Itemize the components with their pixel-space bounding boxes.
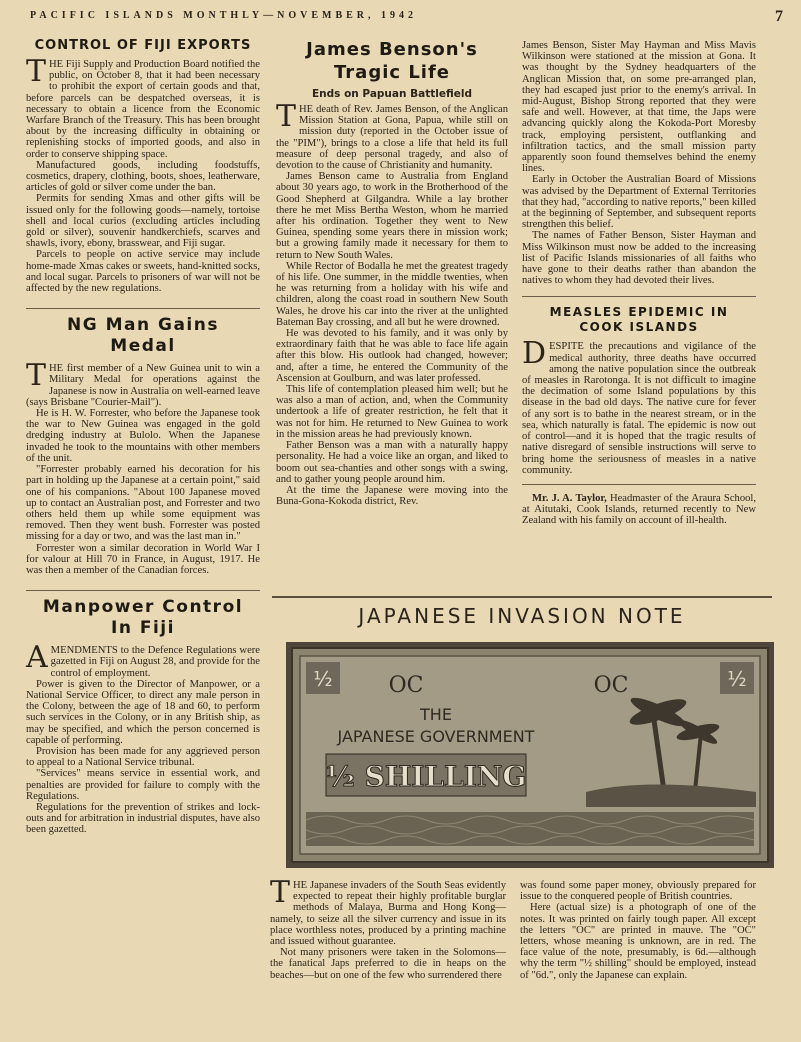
paragraph: He is H. W. Forrester, who before the Japanese took the war to New Guinea was engaged in the gold dredging industry at Bulolo. When the Japanese invaded he took to the mountains with other members of the unit. (26, 408, 260, 464)
paragraph: THE Japanese invaders of the South Seas evidently expected to repeat their highly profitable burglar methods of Malaya, Burma and Hong Kong—namely, to seize all the silver currency and issue in its place worthless notes, produced by a printing machine and issued without guarantee. (270, 875, 506, 948)
note-corner-value: ½ (727, 667, 747, 691)
divider (522, 296, 756, 297)
paragraph: While Rector of Bodalla he met the greatest tragedy of his life. One summer, in the middle twenties, when he was returning from a holiday with his wife and children, along the coast road in southern New South Wales, he drove his car into the river at the unlighted Bateman Bay crossing, and all but he were drowned. (276, 260, 508, 328)
note-the: THE (420, 705, 452, 724)
paragraph: "Forrester probably earned his decoration for his part in holding up the Japanese at a certain point," said one of his companions. "About 100 Japanese moved up to contact an Australian post, and Forrester and two others held them up while some equipment was removed. Then they went bush. Forrester was posted missing for a day or two, and was the last man in." (26, 464, 260, 543)
paragraph: Forrester won a similar decoration in World War I for valour at Hill 70 in France, in August, 1917. He was then a member of the Canadian forces. (26, 542, 260, 576)
note-government: JAPANESE GOVERNMENT (337, 727, 535, 746)
drop-cap: T (26, 358, 47, 394)
paragraph: Not many prisoners were taken in the Solomons—the fanatical Japs preferred to die in heaps on the beaches—but on one of the few who surrendered there (270, 947, 506, 981)
note-oc-right: OC (593, 673, 629, 698)
article-benson-continued (522, 40, 756, 286)
article-title: NG Man Gains Medal (67, 315, 219, 357)
paragraph: This life of contemplation pleased him well; but he was also a man of action, and, when the Community undertook a life of greater restriction, he felt that it was not for him. He returned to New Guinea to work in the mission areas he had previously known. (276, 384, 508, 440)
paragraph: was found some paper money, obviously prepared for issue to the conquered people of British countries. (520, 880, 756, 903)
paragraph: THE death of Rev. James Benson, of the Anglican Mission Station at Gona, Papua, while still on mission duty (reported in the October issue of the "PIM"), brings to a close a life that held its full measure of deep personal tragedy, and also of devotion to the cause of Christianity and humanity. (276, 99, 508, 172)
paragraph: THE Fiji Supply and Production Board notified the public, on October 8, that it had been necessary to prohibit the export of certain goods and that, before parcels can be despatched overseas, it is necessary to obtain a licence from the Economic Warfare Branch of the Treasury. This has been brought about by the increasing difficulty in obtaining or replenishing stocks of imported goods, and also in order to conserve shipping space. (26, 54, 260, 160)
paragraph: Regulations for the prevention of strikes and lock-outs and for arbitration in industrial disputes, have also been gazetted. (26, 801, 260, 836)
paragraph: Early in October the Australian Board of Missions was advised by the Department of External Territories that they had, "according to native reports," been killed at the beginning of September, and subsequent reports strengthen this belief. (522, 174, 756, 231)
masthead: PACIFIC ISLANDS MONTHLY—NOVEMBER, 1942 (30, 10, 418, 21)
drop-cap: T (270, 875, 291, 910)
article-title: Manpower Control In Fiji (42, 597, 244, 639)
banknote-photo (286, 642, 774, 868)
drop-cap: T (276, 99, 297, 134)
divider (26, 308, 260, 309)
paragraph: "Services" means service in essential work, and penalties are provided for failure to comply with the Regulations. (26, 768, 260, 802)
article-title: James Benson's Tragic Life (306, 39, 478, 83)
column-bottom-right (520, 880, 756, 981)
divider (522, 484, 756, 485)
article-title: JAPANESE INVASION NOTE (358, 604, 686, 628)
column-right (522, 40, 756, 527)
column-middle (276, 38, 508, 507)
article-ng-medal (26, 315, 260, 576)
article-title: CONTROL OF FIJI EXPORTS (34, 38, 252, 53)
column-bottom-middle (270, 875, 506, 981)
article-title: MEASLES EPIDEMIC IN COOK ISLANDS (549, 305, 729, 335)
paragraph: Father Benson was a man with a naturally happy personality. He had a voice like an organ, and liked to boom out sea-chanties and other songs with a swing, and to gather young people around him. (276, 440, 508, 485)
paragraph: Power is given to the Director of Manpower, or a National Service Officer, to direct any male person in the Colony, between the age of 18 and 60, to perform such services in the Colony, or in any British ship, as may be specified, and which the person concerned is capable of performing. (26, 678, 260, 746)
note-oc-left: OC (388, 673, 424, 698)
paragraph: The names of Father Benson, Sister Hayman and Miss Wilkinson must now be added to the increasing list of Pacific Islands missionaries of all faiths who have gone to their deaths rather than abandon the natives to whom they had devoted their lives. (522, 230, 756, 287)
paragraph: Here (actual size) is a photograph of one of the notes. It was printed on fairly tough paper. All except the letters "OC" are printed in mauve. The "OC" letters, whose meaning is unknown, are in red. The face value of the note, presumably, is 6d.—although why the term "½ shilling" should be employed, instead of "6d.", only the Japanese can explain. (520, 902, 756, 981)
invasion-banner (272, 596, 772, 630)
article-subtitle: Ends on Papuan Battlefield (312, 88, 472, 100)
drop-cap: A (26, 640, 48, 676)
paragraph: Permits for sending Xmas and other gifts will be issued only for the following goods—namely, tortoise shell and local curios (excluding articles including gold or silver), souvenir handkerchiefs, scarves and shawls, ivory, ebony, brasswear, and Fiji sugar. (26, 193, 260, 250)
paragraph: Manufactured goods, including foodstuffs, cosmetics, drapery, clothing, boots, shoes, leatherware, articles of gold or silver come under the ban. (26, 159, 260, 194)
column-left (26, 38, 260, 836)
paragraph: He was devoted to his family, and it was only by extraordinary faith that he was able to face life again after this blow. His outlook had changed, however; and, after a time, he entered the Community of the Ascension at Goulburn, and was later professed. (276, 328, 508, 384)
paragraph: James Benson came to Australia from England about 30 years ago, to work in the Brotherhood of the Good Shepherd at Gilgandra. While a lay brother there he met Miss Bertha Weston, whom he married after his ordination. Together they went to New Guinea, spending some years there in mission work; but a growing family made it necessary for them to return to New South Wales. (276, 171, 508, 261)
drop-cap: D (522, 336, 547, 372)
paragraph: James Benson, Sister May Hayman and Miss Mavis Wilkinson were stationed at the mission at Gona. It was thought by the Sydney headquarters of the Anglican Mission that, on some pre-arranged plan, they had escaped just prior to the enemy's arrival. In mid-August, Bishop Strong reported that they were safe and well. However, at that time, the Japs were advancing quickly along the Kokoda-Port Moresby track, employing persistent, outflanking and infiltration tactics, and the small mission party apparently soon found themselves behind the enemy lines. (522, 40, 756, 175)
page-number: 7 (775, 8, 783, 25)
paragraph: THE first member of a New Guinea unit to win a Military Medal for operations against the Japanese is now in Australia on well-earned leave (says Brisbane "Courier-Mail"). (26, 358, 260, 408)
divider (26, 590, 260, 591)
article-manpower (26, 597, 260, 835)
article-measles (522, 305, 756, 526)
paragraph: At the time the Japanese were moving into the Buna-Gona-Kokoda district, Rev. (276, 484, 508, 508)
note-corner-value: ½ (313, 667, 333, 691)
paragraph: Mr. J. A. Taylor, Headmaster of the Araura School, at Aitutaki, Cook Islands, returned recently to New Zealand with his family on account of ill-health. (522, 492, 757, 527)
paragraph: DESPITE the precautions and vigilance of the medical authority, three deaths have occurred among the native population since the outbreak of measles in Rarotonga. It is not difficult to imagine the decimation of some Island populations by this disease in the bad old days. The native cure for fever of any sort is to bathe in the nearest stream, or in the sea, which naturally is fatal. The epidemic is now out of control—and it is hoped that the tragic results of native disregard of sensible instructions will serve to bring home the seriousness of measles in a native community. (522, 336, 756, 476)
drop-cap: T (26, 54, 47, 89)
paragraph: AMENDMENTS to the Defence Regulations were gazetted in Fiji on August 28, and provide for the control of employment. (26, 640, 260, 679)
article-fiji-exports (26, 38, 260, 294)
note-value: ½ SHILLING (325, 760, 527, 793)
paragraph: Parcels to people on active service may include home-made Xmas cakes or sweets, hand-knitted socks, and local sugar. Parcels to prisoners of war will not be affected by the new regulations. (26, 249, 260, 295)
article-benson (276, 38, 508, 507)
paragraph: Provision has been made for any aggrieved person to appeal to a National Service tribunal. (26, 745, 260, 769)
